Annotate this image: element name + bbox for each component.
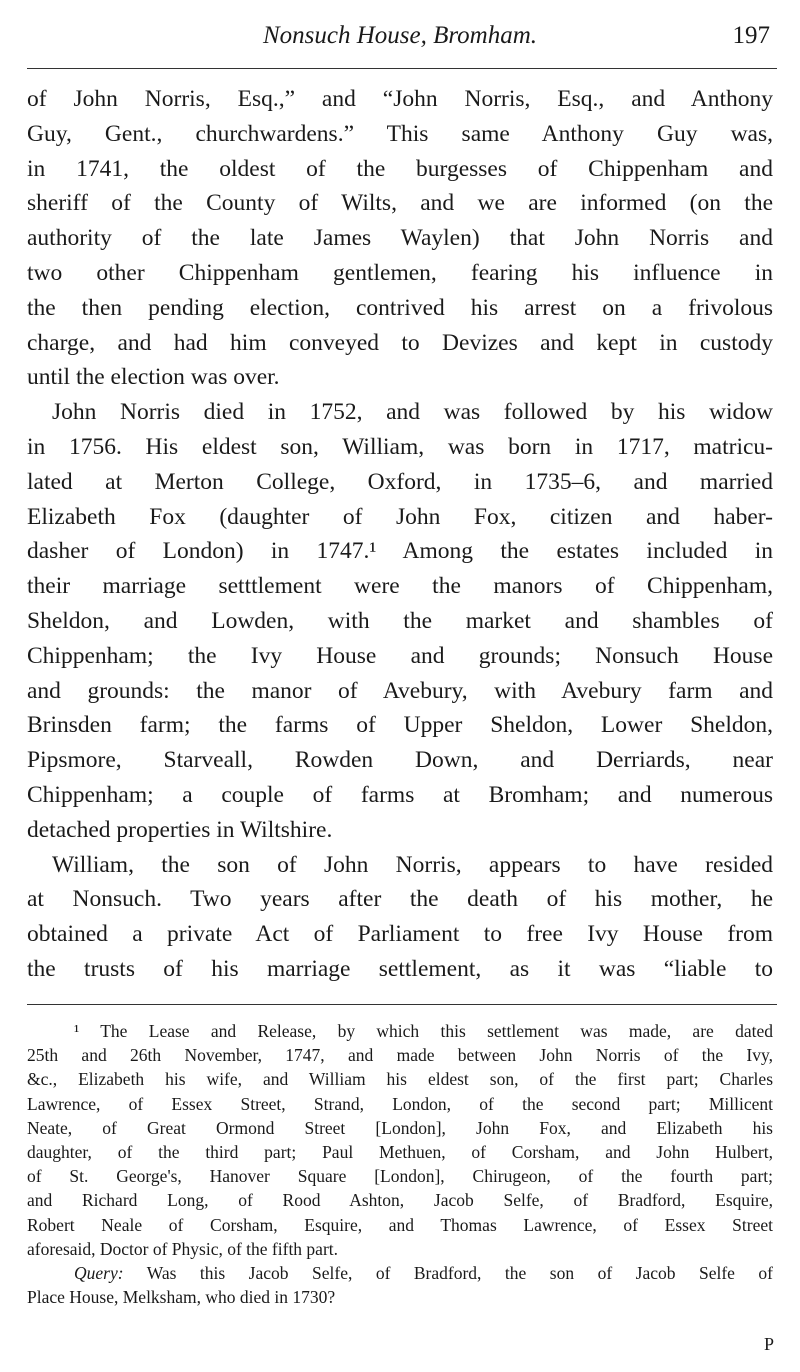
text-line: William, the son of John Norris, appears to have resided (52, 851, 773, 878)
text-line: Guy, Gent., churchwardens.” This same Anthony Guy was, (27, 120, 773, 147)
text-line: Elizabeth Fox (daughter of John Fox, citizen and haber- (27, 503, 773, 530)
text-line: at Nonsuch. Two years after the death of his mother, he (27, 886, 773, 913)
footnote-line: aforesaid, Doctor of Physic, of the fifth part. (27, 1238, 339, 1259)
text-line: authority of the late James Waylen) that John Norris and (27, 225, 773, 252)
page-number: 197 (732, 22, 770, 49)
text-line: dasher of London) in 1747.¹ Among the estates included in (27, 538, 773, 565)
running-header-title: Nonsuch House, Bromham. (262, 22, 538, 49)
text-line: until the election was over. (27, 364, 280, 391)
footnote-line: &c., Elizabeth his wife, and William his eldest son, of the first part; Charles (27, 1069, 773, 1090)
footnote-line: ¹ The Lease and Release, by which this settlement was made, are dated (74, 1021, 773, 1041)
text-line: Sheldon, and Lowden, with the market and shambles of (27, 608, 773, 634)
text-line: Chippenham; a couple of farms at Bromham; and numerous (27, 782, 773, 808)
text-line: Pipsmore, Starveall, Rowden Down, and Derriards, near (27, 747, 773, 774)
text-line: in 1756. His eldest son, William, was born in 1717, matricu- (27, 434, 773, 460)
footnote-line: Query: Was this Jacob Selfe, of Bradford, the son of Jacob Selfe of (74, 1263, 773, 1283)
footnote-line: Neate, of Great Ormond Street [London], John Fox, and Elizabeth his (27, 1117, 773, 1138)
footnote-line: Place House, Melksham, who died in 1730? (27, 1287, 336, 1308)
text-line: their marriage setttlement were the manors of Chippenham, (27, 573, 773, 600)
signature-mark: P (764, 1334, 775, 1354)
footnote-line: and Richard Long, of Rood Ashton, Jacob Selfe, of Bradford, Esquire, (27, 1190, 773, 1211)
text-line: detached properties in Wiltshire. (27, 816, 333, 843)
text-line: charge, and had him conveyed to Devizes and kept in custody (27, 329, 773, 356)
footnote-line: Lawrence, of Essex Street, Strand, London, of the second part; Millicent (27, 1093, 773, 1114)
footnote-line: Robert Neale of Corsham, Esquire, and Thomas Lawrence, of Essex Street (27, 1214, 773, 1235)
text-line: and grounds: the manor of Avebury, with Avebury farm and (27, 677, 773, 704)
text-line: lated at Merton College, Oxford, in 1735–6, and married (27, 468, 773, 495)
header-rule (27, 68, 777, 69)
text-line: John Norris died in 1752, and was followed by his widow (52, 399, 773, 426)
text-line: obtained a private Act of Parliament to free Ivy House from (27, 921, 773, 948)
text-line: Chippenham; the Ivy House and grounds; Nonsuch House (27, 642, 773, 669)
text-line: Brinsden farm; the farms of Upper Sheldon, Lower Sheldon, (27, 712, 773, 739)
footnote-line: of St. George's, Hanover Square [London], Chirugeon, of the fourth part; (27, 1166, 773, 1187)
text-line: the trusts of his marriage settlement, as it was “liable to (27, 956, 773, 982)
text-line: two other Chippenham gentlemen, fearing his influence in (27, 260, 773, 286)
text-line: sheriff of the County of Wilts, and we are informed (on the (27, 190, 773, 217)
text-line: the then pending election, contrived his arrest on a frivolous (27, 294, 773, 321)
text-line: in 1741, the oldest of the burgesses of Chippenham and (27, 155, 773, 182)
text-line: of John Norris, Esq.,” and “John Norris, Esq., and Anthony (27, 86, 773, 112)
footnote-rule (27, 1004, 777, 1005)
footnote-line: 25th and 26th November, 1747, and made between John Norris of the Ivy, (27, 1045, 773, 1066)
footnote-line: daughter, of the third part; Paul Methuen, of Corsham, and John Hulbert, (27, 1142, 773, 1162)
